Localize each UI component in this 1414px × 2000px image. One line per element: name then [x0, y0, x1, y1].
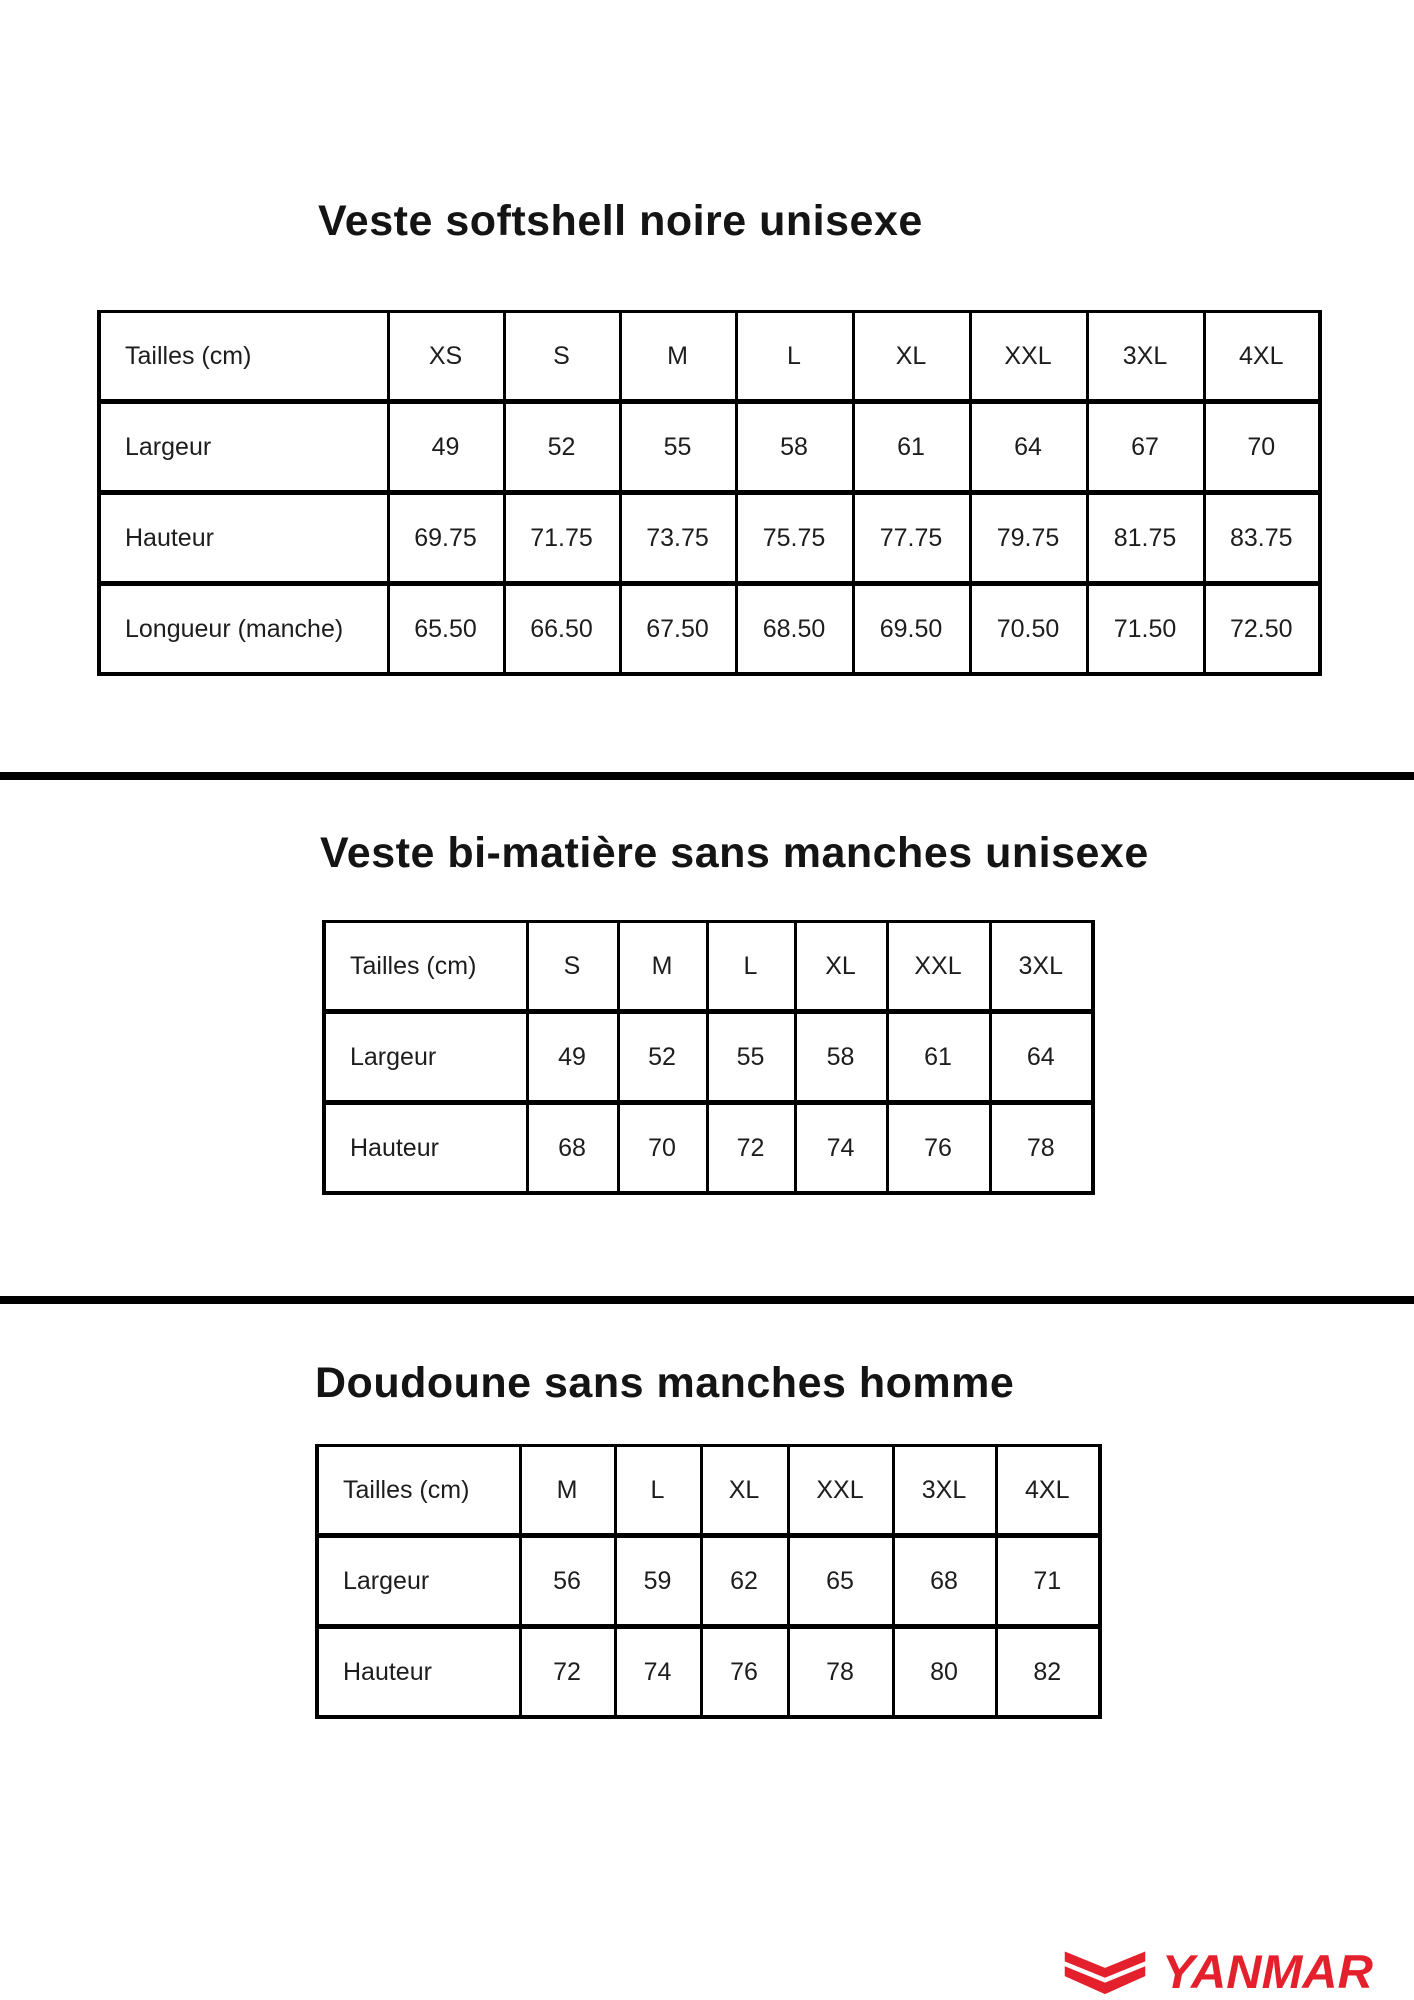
value-cell: 72.50 — [1204, 584, 1320, 675]
row-label-cell: Hauteur — [99, 493, 388, 584]
table-row — [99, 402, 1320, 493]
sizes-header-cell: Tailles (cm) — [324, 922, 527, 1012]
size-name-cell: 3XL — [893, 1446, 996, 1536]
value-cell: 69.75 — [388, 493, 504, 584]
value-cell: 76 — [887, 1103, 990, 1194]
value-cell: 71.50 — [1087, 584, 1204, 675]
yanmar-double-chevron-icon — [1062, 1949, 1148, 1995]
value-cell: 65 — [788, 1536, 893, 1627]
value-cell: 55 — [707, 1012, 795, 1103]
row-label-cell: Hauteur — [324, 1103, 527, 1194]
row-label-cell: Hauteur — [317, 1627, 520, 1718]
size-name-cell: 4XL — [996, 1446, 1100, 1536]
row-label-cell: Largeur — [99, 402, 388, 493]
value-cell: 49 — [527, 1012, 618, 1103]
table-header-row — [99, 312, 1320, 402]
value-cell: 58 — [736, 402, 853, 493]
value-cell: 56 — [520, 1536, 615, 1627]
size-name-cell: S — [504, 312, 620, 402]
value-cell: 72 — [707, 1103, 795, 1194]
size-table-veste-bi-matiere — [322, 920, 1095, 1195]
value-cell: 70 — [618, 1103, 707, 1194]
value-cell: 59 — [615, 1536, 701, 1627]
table-row — [317, 1536, 1100, 1627]
value-cell: 52 — [618, 1012, 707, 1103]
value-cell: 79.75 — [970, 493, 1087, 584]
value-cell: 75.75 — [736, 493, 853, 584]
value-cell: 81.75 — [1087, 493, 1204, 584]
sizes-header-cell: Tailles (cm) — [99, 312, 388, 402]
table-header-row — [317, 1446, 1100, 1536]
size-name-cell: L — [736, 312, 853, 402]
value-cell: 70 — [1204, 402, 1320, 493]
section-divider — [0, 772, 1414, 780]
value-cell: 76 — [701, 1627, 788, 1718]
brand-wordmark: YANMAR — [1162, 1945, 1373, 1998]
size-name-cell: 3XL — [990, 922, 1093, 1012]
value-cell: 61 — [853, 402, 970, 493]
value-cell: 77.75 — [853, 493, 970, 584]
value-cell: 58 — [795, 1012, 887, 1103]
table-row — [324, 1012, 1093, 1103]
value-cell: 74 — [795, 1103, 887, 1194]
table-row — [317, 1627, 1100, 1718]
size-name-cell: XXL — [970, 312, 1087, 402]
size-name-cell: L — [615, 1446, 701, 1536]
value-cell: 65.50 — [388, 584, 504, 675]
value-cell: 72 — [520, 1627, 615, 1718]
section-divider — [0, 1296, 1414, 1304]
row-label-cell: Longueur (manche) — [99, 584, 388, 675]
size-name-cell: XL — [795, 922, 887, 1012]
value-cell: 74 — [615, 1627, 701, 1718]
size-name-cell: XXL — [887, 922, 990, 1012]
value-cell: 78 — [990, 1103, 1093, 1194]
size-name-cell: XS — [388, 312, 504, 402]
value-cell: 49 — [388, 402, 504, 493]
value-cell: 66.50 — [504, 584, 620, 675]
value-cell: 64 — [990, 1012, 1093, 1103]
table-row — [99, 584, 1320, 675]
table-row — [99, 493, 1320, 584]
size-name-cell: XL — [701, 1446, 788, 1536]
value-cell: 69.50 — [853, 584, 970, 675]
value-cell: 68 — [527, 1103, 618, 1194]
value-cell: 68.50 — [736, 584, 853, 675]
size-name-cell: M — [520, 1446, 615, 1536]
section-title-veste-softshell: Veste softshell noire unisexe — [318, 197, 923, 245]
section-title-veste-bi-matiere: Veste bi-matière sans manches unisexe — [320, 829, 1149, 877]
table-header-row — [324, 922, 1093, 1012]
size-table-doudoune — [315, 1444, 1102, 1719]
value-cell: 67.50 — [620, 584, 736, 675]
size-name-cell: S — [527, 922, 618, 1012]
value-cell: 78 — [788, 1627, 893, 1718]
value-cell: 73.75 — [620, 493, 736, 584]
value-cell: 61 — [887, 1012, 990, 1103]
value-cell: 71.75 — [504, 493, 620, 584]
value-cell: 68 — [893, 1536, 996, 1627]
row-label-cell: Largeur — [324, 1012, 527, 1103]
value-cell: 83.75 — [1204, 493, 1320, 584]
row-label-cell: Largeur — [317, 1536, 520, 1627]
yanmar-logo — [1062, 1945, 1373, 1998]
size-table-veste-softshell — [97, 310, 1322, 676]
size-name-cell: 4XL — [1204, 312, 1320, 402]
value-cell: 64 — [970, 402, 1087, 493]
value-cell: 70.50 — [970, 584, 1087, 675]
value-cell: 80 — [893, 1627, 996, 1718]
value-cell: 71 — [996, 1536, 1100, 1627]
value-cell: 62 — [701, 1536, 788, 1627]
section-title-doudoune: Doudoune sans manches homme — [315, 1359, 1015, 1407]
size-name-cell: 3XL — [1087, 312, 1204, 402]
size-name-cell: L — [707, 922, 795, 1012]
size-name-cell: M — [618, 922, 707, 1012]
size-name-cell: M — [620, 312, 736, 402]
value-cell: 52 — [504, 402, 620, 493]
value-cell: 67 — [1087, 402, 1204, 493]
size-name-cell: XL — [853, 312, 970, 402]
value-cell: 55 — [620, 402, 736, 493]
value-cell: 82 — [996, 1627, 1100, 1718]
size-name-cell: XXL — [788, 1446, 893, 1536]
sizes-header-cell: Tailles (cm) — [317, 1446, 520, 1536]
table-row — [324, 1103, 1093, 1194]
